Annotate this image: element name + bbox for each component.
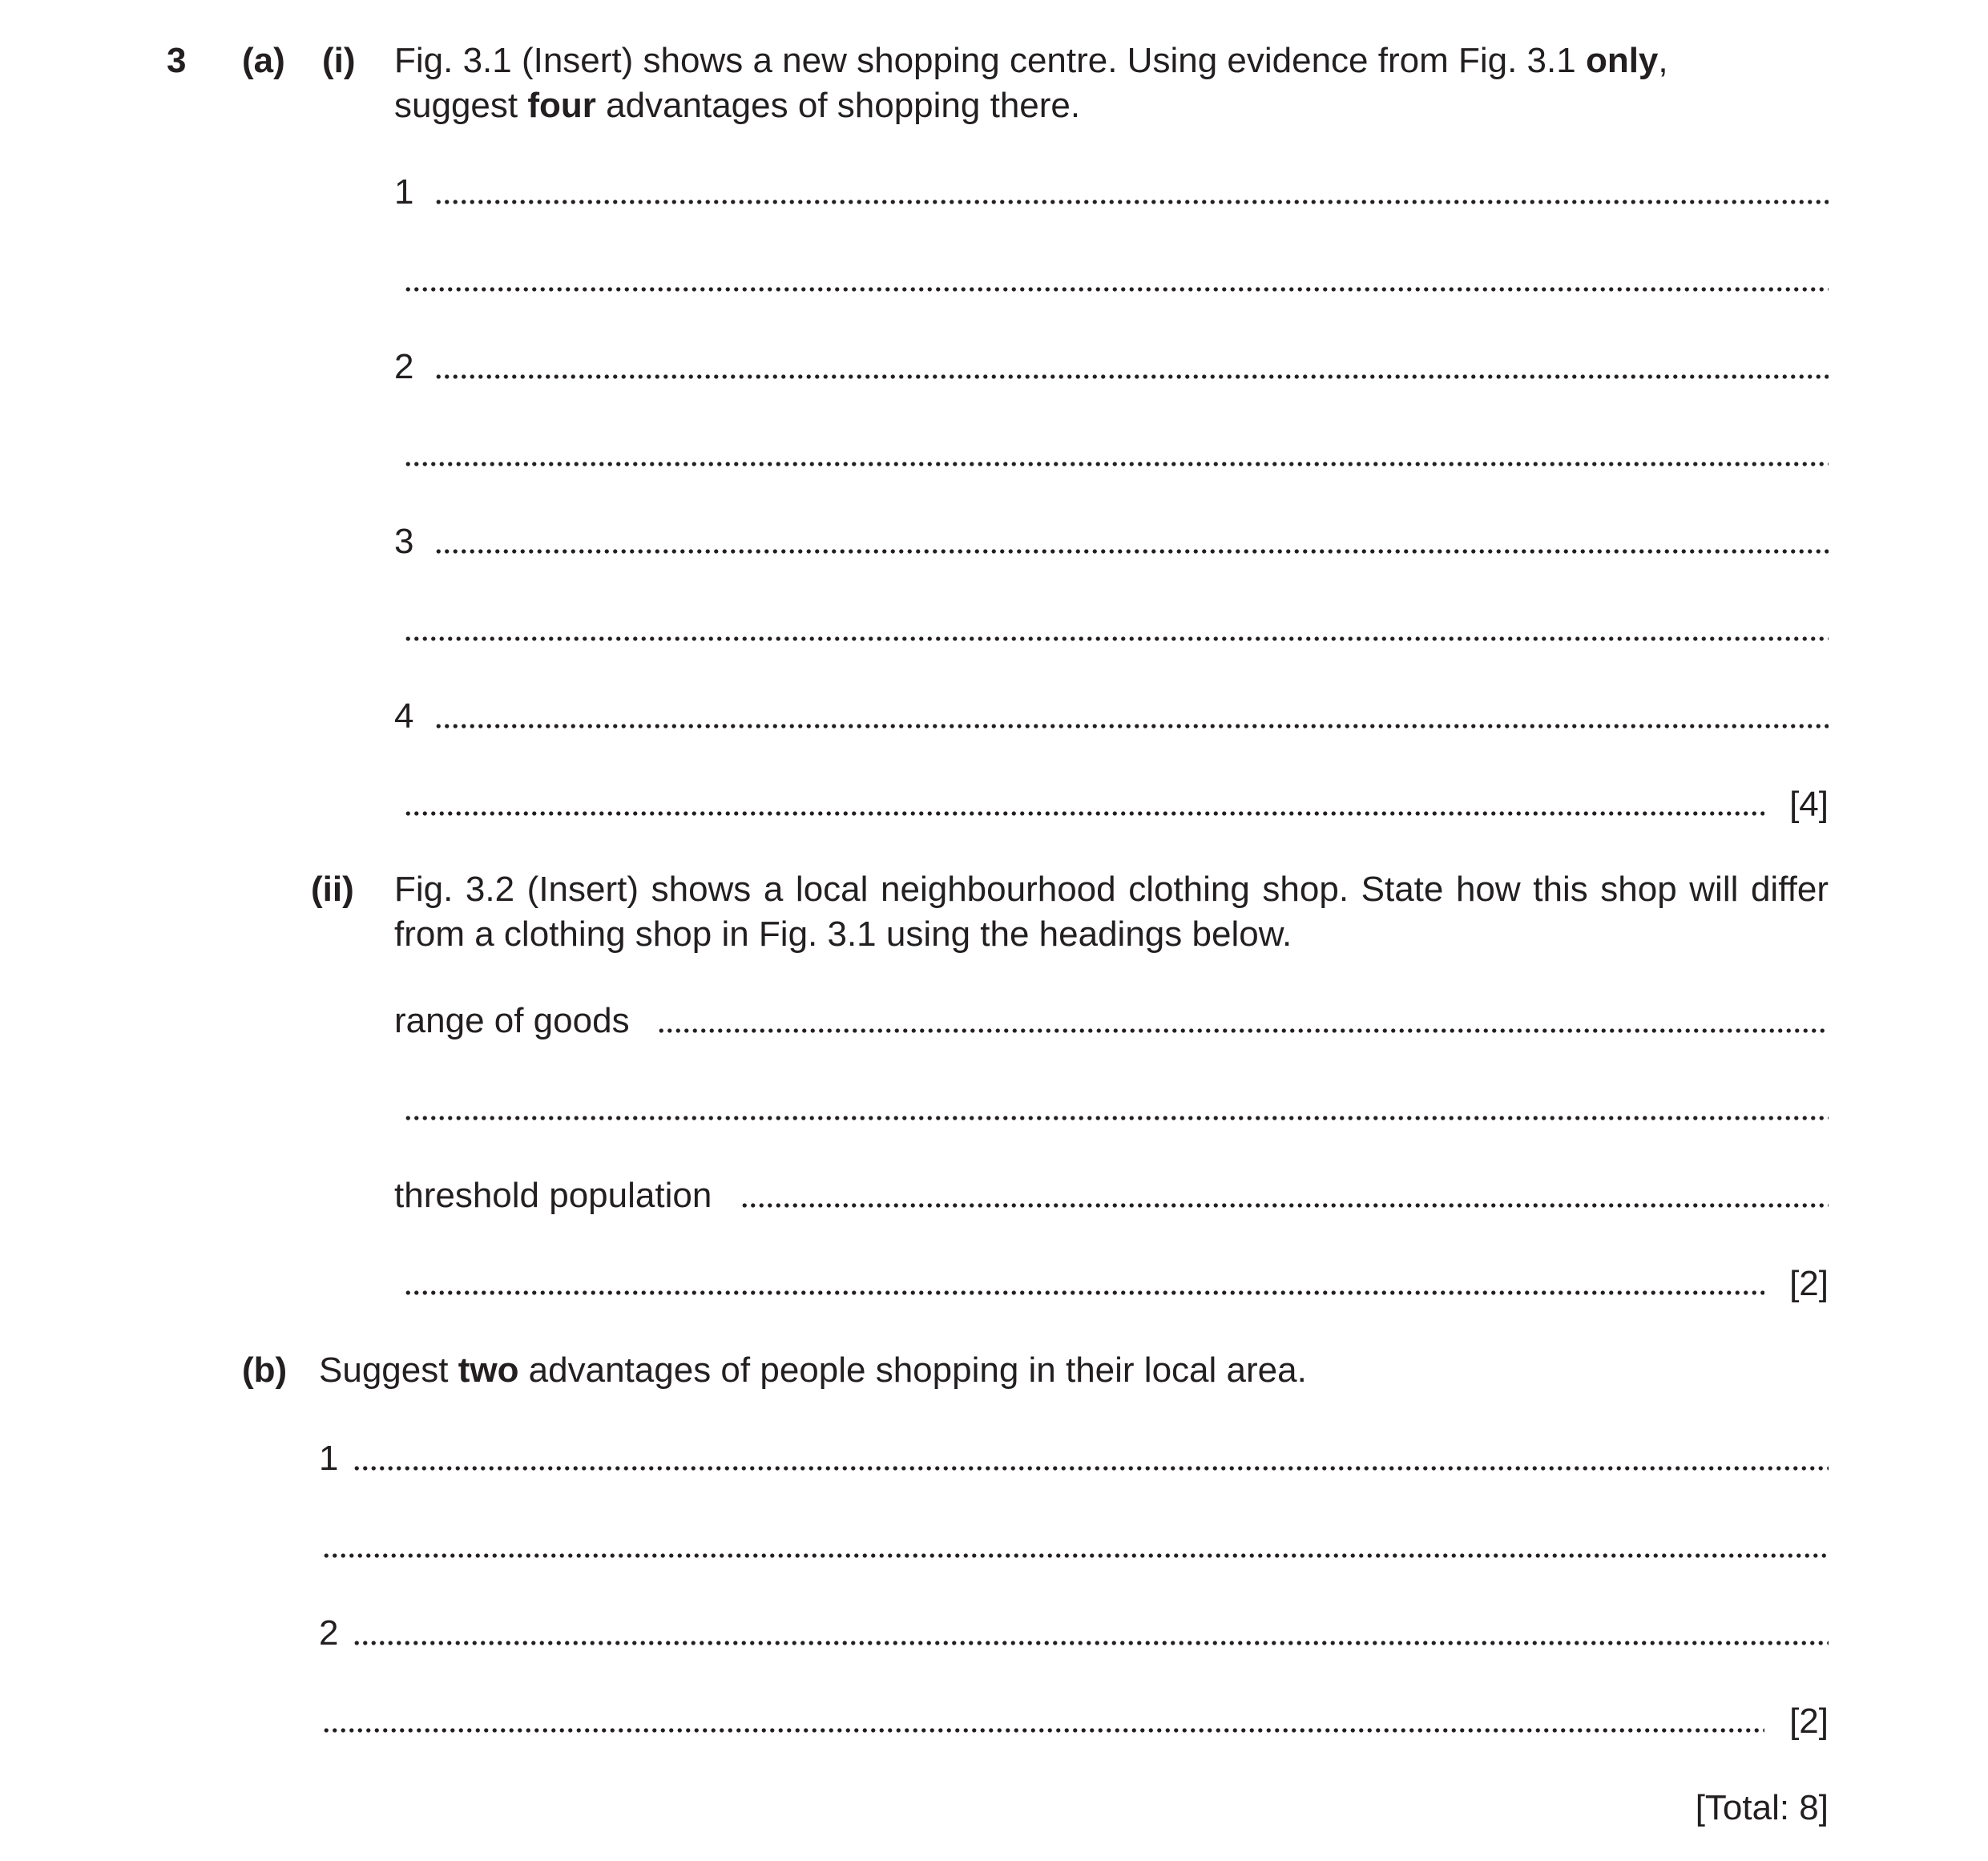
answer-line-b-2a[interactable] — [353, 1640, 1829, 1646]
answer-number-1: 1 — [394, 172, 414, 212]
answer-number-b-2: 2 — [319, 1613, 339, 1653]
part-a-i-prompt — [394, 38, 1829, 128]
prompt-line-1: Fig. 3.1 (Insert) shows a new shopping centre. Using evidence from Fig. 3.1 only, — [394, 41, 1668, 80]
answer-line-b-1b[interactable] — [322, 1552, 1829, 1559]
answer-line-a-i-4b[interactable] — [404, 810, 1764, 817]
answer-number-b-1: 1 — [319, 1439, 339, 1478]
part-a-i-label: (i) — [322, 41, 356, 80]
answer-line-a-i-4a[interactable] — [434, 723, 1829, 729]
heading-range-of-goods: range of goods — [394, 1001, 630, 1040]
part-b-label: (b) — [242, 1350, 288, 1390]
answer-line-a-i-2b[interactable] — [404, 461, 1829, 467]
answer-line-b-1a[interactable] — [353, 1465, 1829, 1471]
marks-a-i: [4] — [1789, 785, 1829, 824]
marks-b: [2] — [1789, 1702, 1829, 1741]
answer-line-range-b[interactable] — [404, 1115, 1829, 1121]
answer-line-range-a[interactable] — [657, 1027, 1829, 1034]
part-a-label: (a) — [242, 41, 285, 80]
total-marks: [Total: 8] — [1695, 1788, 1829, 1827]
answer-line-a-i-3b[interactable] — [404, 636, 1829, 642]
answer-line-b-2b[interactable] — [322, 1727, 1764, 1734]
prompt-line-2: suggest four advantages of shopping there. — [394, 86, 1081, 125]
answer-line-threshold-a[interactable] — [740, 1202, 1829, 1209]
heading-threshold-population: threshold population — [394, 1176, 712, 1215]
answer-number-2: 2 — [394, 347, 414, 386]
answer-line-a-i-2a[interactable] — [434, 373, 1829, 380]
answer-number-3: 3 — [394, 522, 414, 561]
answer-number-4: 4 — [394, 696, 414, 736]
marks-a-ii: [2] — [1789, 1264, 1829, 1303]
answer-line-threshold-b[interactable] — [404, 1290, 1764, 1296]
answer-line-a-i-1a[interactable] — [434, 199, 1829, 205]
answer-line-a-i-1b[interactable] — [404, 286, 1829, 293]
part-a-ii-label: (ii) — [311, 870, 354, 909]
answer-line-a-i-3a[interactable] — [434, 548, 1829, 555]
part-a-ii-prompt: Fig. 3.2 (Insert) shows a local neighbourhood clothing shop. State how this shop will differ from a clothing shop in Fig. 3.1 using the headings below. — [394, 870, 1829, 954]
part-b-prompt: Suggest two advantages of people shopping in their local area. — [319, 1350, 1307, 1390]
question-number: 3 — [167, 41, 187, 80]
